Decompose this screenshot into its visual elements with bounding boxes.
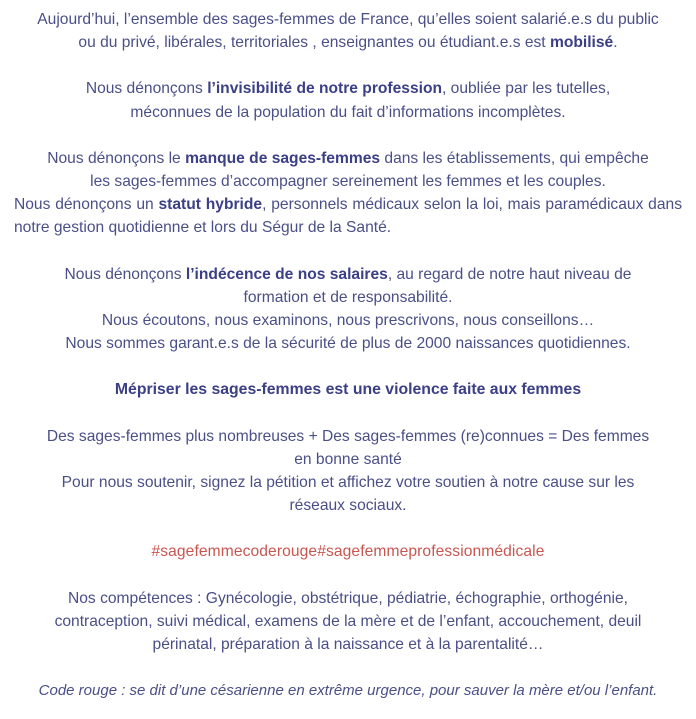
invisibility-line-1 [14, 77, 682, 100]
shortage-prefix: Nous dénonçons le [47, 149, 186, 167]
salary-line-2: formation et de responsabilité. [243, 288, 453, 306]
salary-line-4: Nous sommes garant.e.s de la sécurité de plus de 2000 naissances quotidiennes. [65, 335, 631, 353]
competences-line-3: périnatal, préparation à la naissance et à la parentalité… [152, 636, 544, 654]
support-line-2: réseaux sociaux. [289, 497, 407, 515]
invisibility-suffix: , oubliée par les tutelles, [442, 80, 611, 98]
hashtags: #sagefemmecoderouge#sagefemmeprofessionmédicale [151, 543, 545, 561]
salary-suffix: , au regard de notre haut niveau de [387, 265, 632, 283]
salary-line-1 [14, 263, 682, 286]
hybrid-prefix: Nous dénonçons un [14, 196, 159, 214]
code-rouge-note: Code rouge : se dit d’une césarienne en extrême urgence, pour sauver la mère et/ou l’enfant. [38, 682, 658, 700]
shortage-emphasis: manque de sages-femmes [185, 149, 381, 167]
hybrid-suffix: , personnels médicaux selon la loi, mais paramédicaux dans notre gestion quotidienne et lors du Ségur de la Santé. [14, 196, 682, 237]
intro-line-2 [14, 31, 682, 54]
equation-line-2: en bonne santé [294, 450, 402, 468]
invisibility-emphasis: l’invisibilité de notre profession [207, 80, 442, 98]
intro-period: . [613, 34, 618, 52]
support-line-1: Pour nous soutenir, signez la pétition et affichez votre soutien à notre cause sur les [61, 474, 635, 492]
shortage-line-2: les sages-femmes d’accompagner sereinement les femmes et les couples. [90, 173, 606, 191]
intro-text: ou du privé, libérales, territoriales , enseignantes ou étudiant.e.s est [78, 34, 550, 52]
salary-prefix: Nous dénonçons [64, 265, 186, 283]
intro-line-1: Aujourd’hui, l’ensemble des sages-femmes de France, qu’elles soient salarié.e.s du public [37, 11, 659, 28]
hybrid-status-paragraph [14, 193, 682, 239]
shortage-suffix: dans les établissements, qui empêche [380, 149, 649, 167]
invisibility-prefix: Nous dénonçons [85, 80, 208, 98]
headline: Mépriser les sages-femmes est une violence faite aux femmes [114, 381, 582, 399]
competences-line-2: contraception, suivi médical, examens de la mère et de l’enfant, accouchement, deuil [54, 612, 642, 630]
hybrid-emphasis: statut hybride [158, 196, 263, 214]
salary-emphasis: l’indécence de nos salaires [185, 265, 388, 283]
equation-line-1: Des sages-femmes plus nombreuses + Des sages-femmes (re)connues = Des femmes [46, 427, 650, 445]
intro-emphasis: mobilisé [549, 34, 614, 52]
invisibility-line-2: méconnues de la population du fait d’informations incomplètes. [130, 103, 566, 121]
salary-line-3: Nous écoutons, nous examinons, nous prescrivons, nous conseillons… [101, 312, 595, 330]
competences-line-1: Nos compétences : Gynécologie, obstétrique, pédiatrie, échographie, orthogénie, [68, 589, 628, 607]
shortage-line-1 [14, 147, 682, 170]
